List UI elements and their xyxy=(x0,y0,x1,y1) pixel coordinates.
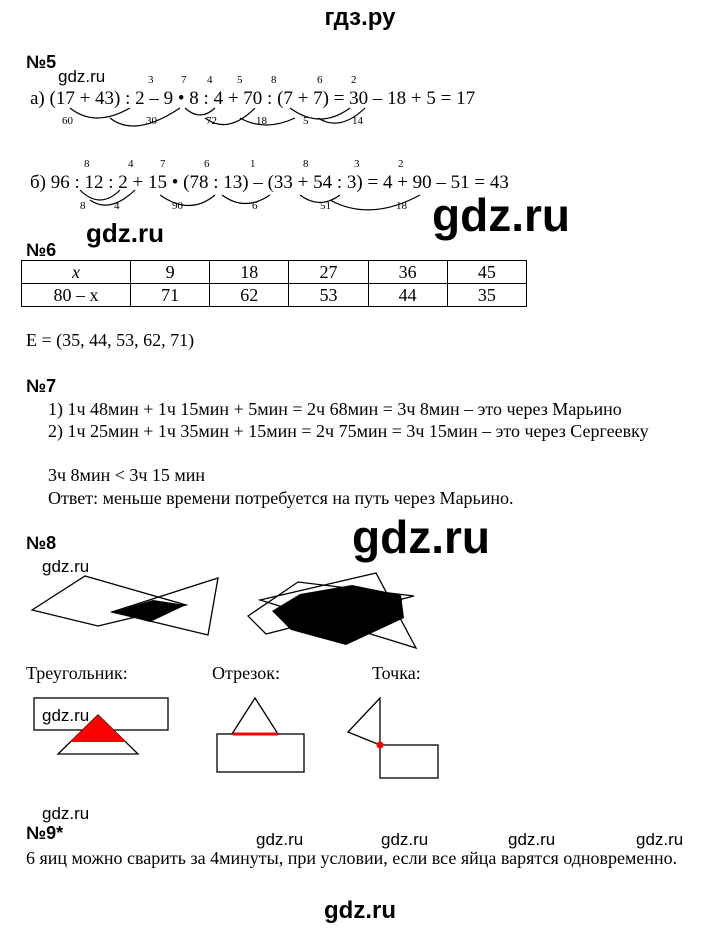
task9-text: 6 яиц можно сварить за 4минуты, при условии, если все яйца варятся одновременно. xyxy=(26,848,678,868)
task9-title: №9* xyxy=(26,823,64,843)
watermark-small: gdz.ru xyxy=(58,67,106,86)
order-number: 2 xyxy=(398,158,404,170)
set-e: E = (35, 44, 53, 62, 71) xyxy=(26,330,195,350)
watermark-small: gdz.ru xyxy=(256,830,304,849)
task7-compare: 3ч 8мин < 3ч 15 мин xyxy=(48,465,206,485)
intermediate-value: 6 xyxy=(252,200,258,212)
intersection-fill xyxy=(112,600,186,622)
watermark-small: gdz.ru xyxy=(42,706,90,725)
table-cell: 36 xyxy=(368,261,447,284)
intersection-examples xyxy=(0,690,720,785)
watermark-small: gdz.ru xyxy=(381,830,429,849)
intermediate-value: 8 xyxy=(80,200,86,212)
expression-a: а) (17 + 43) : 2 – 9 • 8 : 4 + 70 : (7 + 7) = 30 – 18 + 5 = 17 xyxy=(30,88,476,109)
order-number: 1 xyxy=(250,158,256,170)
intermediate-value: 4 xyxy=(114,200,120,212)
order-number: 4 xyxy=(207,74,213,86)
intermediate-value: 90 xyxy=(172,200,183,212)
intermediate-value: 51 xyxy=(320,200,331,212)
table-row xyxy=(22,261,527,284)
table-cell: 27 xyxy=(289,261,368,284)
order-number: 7 xyxy=(181,74,187,86)
values-table xyxy=(21,260,527,307)
table-cell: 80 – x xyxy=(22,284,131,307)
triangle-shape xyxy=(232,698,278,734)
label-point: Точка: xyxy=(372,663,421,683)
intermediate-value: 72 xyxy=(206,115,217,127)
rectangle-shape xyxy=(217,734,304,772)
order-number: 2 xyxy=(351,74,357,86)
watermark-small: gdz.ru xyxy=(42,804,90,823)
expression-b: б) 96 : 12 : 2 + 15 • (78 : 13) – (33 + 54 : 3) = 4 + 90 – 51 = 43 xyxy=(30,172,509,193)
task5-title: №5 xyxy=(26,52,57,72)
table-row xyxy=(22,284,527,307)
rectangle-shape xyxy=(380,745,438,778)
label-triangle: Треугольник: xyxy=(26,663,128,683)
order-number: 6 xyxy=(204,158,210,170)
watermark-large: gdz.ru xyxy=(352,511,490,563)
intersection-fill xyxy=(272,585,404,645)
table-cell: x xyxy=(22,261,131,284)
task7-answer: Ответ: меньше времени потребуется на путь через Марьино. xyxy=(48,488,514,508)
table-cell: 35 xyxy=(447,284,526,307)
task7-line1: 1) 1ч 48мин + 1ч 15мин + 5мин = 2ч 68мин = 3ч 8мин – это через Марьино xyxy=(48,399,622,419)
order-number: 8 xyxy=(84,158,90,170)
site-header: гдз.ру xyxy=(324,4,396,31)
order-number: 6 xyxy=(317,74,323,86)
order-number: 3 xyxy=(148,74,154,86)
watermark-small: gdz.ru xyxy=(636,830,684,849)
intermediate-value: 60 xyxy=(62,115,73,127)
intermediate-value: 14 xyxy=(352,115,363,127)
task7-line2: 2) 1ч 25мин + 1ч 35мин + 15мин = 2ч 75мин = 3ч 15мин – это через Сергеевку xyxy=(48,421,649,441)
order-number: 8 xyxy=(271,74,277,86)
intermediate-value: 5 xyxy=(303,115,309,127)
order-number: 7 xyxy=(160,158,166,170)
task8-title: №8 xyxy=(26,533,57,553)
intermediate-value: 18 xyxy=(396,200,407,212)
red-point-intersection xyxy=(377,742,384,749)
table-cell: 53 xyxy=(289,284,368,307)
watermark-small: gdz.ru xyxy=(508,830,556,849)
table-cell: 44 xyxy=(368,284,447,307)
order-number: 3 xyxy=(354,158,360,170)
intermediate-value: 30 xyxy=(146,115,157,127)
intermediate-value: 18 xyxy=(256,115,267,127)
table-cell: 62 xyxy=(210,284,289,307)
watermark-medium: gdz.ru xyxy=(86,218,164,248)
order-number: 5 xyxy=(237,74,243,86)
watermark-large: gdz.ru xyxy=(432,189,570,241)
watermark-small: gdz.ru xyxy=(42,557,90,576)
triangle-shape xyxy=(348,698,380,745)
task7-title: №7 xyxy=(26,376,57,396)
triangle-shape xyxy=(32,576,186,626)
table-cell: 71 xyxy=(131,284,210,307)
table-cell: 18 xyxy=(210,261,289,284)
task6-title: №6 xyxy=(26,240,57,260)
table-cell: 45 xyxy=(447,261,526,284)
watermark-footer: gdz.ru xyxy=(324,897,396,924)
label-segment: Отрезок: xyxy=(212,663,281,683)
order-number: 8 xyxy=(303,158,309,170)
table-cell: 9 xyxy=(131,261,210,284)
intersection-figures xyxy=(0,560,720,660)
order-number: 4 xyxy=(128,158,134,170)
